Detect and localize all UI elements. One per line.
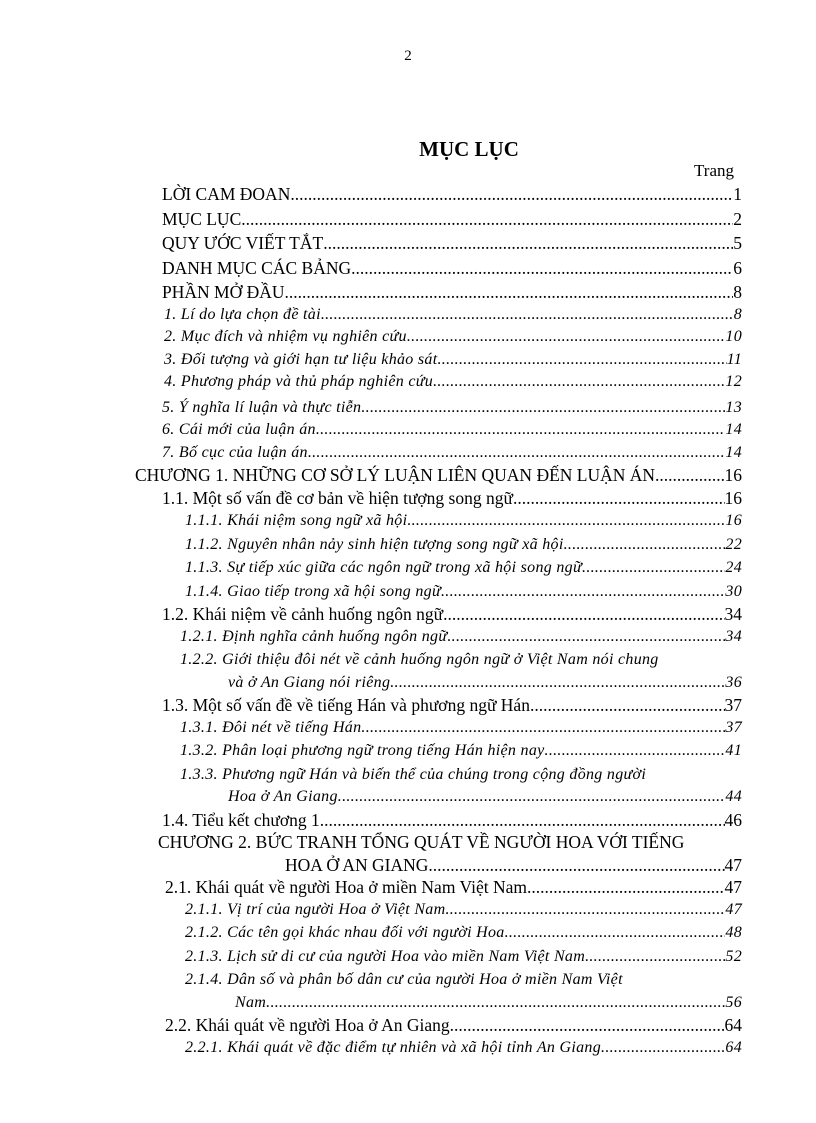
leader-dots: [323, 232, 733, 255]
toc-entry: [185, 534, 742, 557]
toc-entry-page: 22: [725, 535, 742, 553]
toc-entry-text: 2.1. Khái quát về người Hoa ở miền Nam Việt Nam: [165, 877, 527, 897]
toc-entry-page: 37: [725, 718, 742, 736]
toc-entry-text: DANH MỤC CÁC BẢNG: [162, 257, 352, 278]
toc-entry-text: CHƯƠNG 1. NHỮNG CƠ SỞ LÝ LUẬN LIÊN QUAN ĐẾN LUẬN ÁN: [135, 465, 656, 485]
toc-entry-page: 8: [733, 305, 742, 323]
toc-entry: [164, 326, 742, 349]
toc-entry: [162, 281, 742, 304]
table-of-contents: [0, 183, 816, 1059]
toc-entry-text-line1: 1.2.2. Giới thiệu đôi nét về cảnh huống ngôn ngữ ở Việt Nam nói chung: [180, 651, 659, 668]
toc-entry-text: MỤC LỤC: [162, 208, 242, 229]
toc-entry-page: 52: [725, 947, 742, 965]
toc-entry: [135, 464, 742, 487]
toc-entry-page: 2: [733, 208, 742, 229]
leader-dots: [285, 281, 734, 304]
leader-dots: [527, 876, 725, 899]
toc-entry-text: 6. Cái mới của luận án: [162, 421, 316, 438]
leader-dots: [241, 208, 733, 231]
toc-entry-text: PHẦN MỞ ĐẦU: [162, 282, 285, 302]
toc-entry-page: 6: [733, 257, 742, 278]
leader-dots: [505, 922, 726, 945]
toc-entry-page: 24: [725, 559, 742, 576]
toc-entry-page: 47: [724, 854, 742, 875]
leader-dots: [601, 1037, 725, 1060]
leader-dots: [390, 672, 725, 695]
toc-entry-text: 5. Ý nghĩa lí luận và thực tiễn: [162, 398, 362, 416]
toc-entry: [162, 694, 742, 717]
toc-entry-page: 44: [725, 788, 742, 805]
leader-dots: [428, 854, 724, 877]
toc-entry-text: 1.3.2. Phân loại phương ngữ trong tiếng Hán hiện nay: [180, 742, 545, 759]
leader-dots: [338, 786, 726, 809]
toc-entry-page: 12: [725, 373, 742, 390]
toc-entry: [158, 831, 742, 876]
toc-entry: [185, 1037, 742, 1060]
toc-entry: [162, 257, 742, 280]
page-column-label: Trang: [694, 161, 734, 180]
toc-entry-page: 16: [725, 512, 742, 529]
toc-entry-page: 13: [725, 398, 742, 416]
toc-entry-text: 1.4. Tiểu kết chương 1: [162, 809, 320, 830]
toc-entry: [162, 487, 742, 510]
toc-entry: [180, 649, 742, 694]
toc-entry: [180, 717, 742, 740]
toc-entry: [180, 626, 742, 649]
toc-entry: [185, 899, 742, 922]
toc-entry-text: và ở An Giang nói riêng: [228, 673, 391, 691]
leader-dots: [308, 442, 726, 465]
leader-dots: [450, 1014, 725, 1037]
toc-entry-text: 1.3. Một số vấn đề về tiếng Hán và phương ngữ Hán: [162, 695, 530, 715]
toc-entry-page: 30: [725, 582, 742, 600]
leader-dots: [582, 557, 725, 580]
leader-dots: [407, 510, 725, 533]
leader-dots: [433, 371, 725, 394]
toc-entry-page: 47: [724, 877, 742, 897]
toc-entry-page: 34: [725, 627, 742, 645]
toc-entry: [185, 557, 742, 580]
toc-entry-text: 2.1.1. Vị trí của người Hoa ở Việt Nam: [185, 900, 446, 918]
leader-dots: [585, 946, 725, 969]
toc-entry-page: 11: [726, 350, 742, 368]
toc-entry: [162, 603, 742, 626]
toc-entry-page: 46: [724, 809, 742, 830]
toc-entry-page: 14: [725, 421, 742, 438]
toc-entry: [162, 208, 742, 231]
leader-dots: [407, 326, 726, 349]
toc-entry-text: 2.2.1. Khái quát về đặc điểm tự nhiên và xã hội tỉnh An Giang: [185, 1038, 602, 1056]
toc-entry-page: 64: [724, 1015, 742, 1035]
toc-entry-text: 1.2. Khái niệm về cảnh huống ngôn ngữ: [162, 604, 444, 624]
toc-entry: [185, 946, 742, 969]
toc-entry: [164, 349, 742, 372]
toc-entry: [185, 969, 742, 1014]
leader-dots: [361, 717, 725, 740]
leader-dots: [266, 992, 725, 1015]
toc-entry-text: 7. Bố cục của luận án: [162, 443, 308, 461]
toc-entry-text: QUY ƯỚC VIẾT TẮT: [162, 233, 324, 253]
leader-dots: [321, 304, 734, 327]
page-number: 2: [404, 48, 412, 64]
leader-dots: [447, 626, 725, 649]
toc-entry-text: Nam: [235, 993, 267, 1011]
toc-entry-page: 64: [725, 1038, 742, 1056]
toc-entry-text: 1.1. Một số vấn đề cơ bản về hiện tượng song ngữ: [162, 487, 513, 508]
leader-dots: [437, 349, 726, 372]
toc-entry-text-line1: 1.3.3. Phương ngữ Hán và biến thể của chúng trong cộng đồng người: [180, 765, 647, 783]
leader-dots: [316, 419, 726, 442]
toc-entry: [164, 371, 742, 394]
toc-entry-page: 8: [733, 282, 742, 302]
toc-entry: [164, 304, 742, 327]
leader-dots: [545, 740, 726, 763]
toc-entry-page: 47: [725, 900, 742, 918]
toc-entry-text: 1.1.2. Nguyên nhân nảy sinh hiện tượng song ngữ xã hội: [185, 535, 564, 553]
leader-dots: [441, 581, 725, 604]
leader-dots: [320, 809, 725, 832]
toc-entry: [162, 419, 742, 442]
leader-dots: [443, 603, 724, 626]
toc-entry-text: LỜI CAM ĐOAN: [162, 184, 291, 204]
leader-dots: [290, 183, 733, 206]
toc-entry-text: HOA Ở AN GIANG: [285, 854, 429, 875]
toc-entry-text: 1.1.1. Khái niệm song ngữ xã hội: [185, 512, 408, 529]
leader-dots: [513, 487, 725, 510]
toc-entry: [162, 442, 742, 465]
leader-dots: [445, 899, 725, 922]
toc-entry-page: 41: [725, 742, 742, 759]
toc-entry-text: 3. Đối tượng và giới hạn tư liệu khảo sát: [164, 350, 438, 368]
toc-entry-page: 1: [733, 184, 742, 204]
toc-entry-page: 36: [725, 673, 742, 691]
toc-entry-text: Hoa ở An Giang: [228, 788, 338, 805]
toc-entry-page: 16: [724, 465, 742, 485]
toc-entry: [165, 876, 742, 899]
toc-entry-page: 37: [724, 695, 742, 715]
toc-entry-page: 5: [733, 233, 742, 253]
toc-entry-page: 10: [725, 328, 742, 345]
leader-dots: [351, 257, 733, 280]
toc-entry: [180, 740, 742, 763]
toc-entry-page: 34: [724, 604, 742, 624]
toc-entry-text: 2. Mục đích và nhiệm vụ nghiên cứu: [164, 328, 407, 345]
toc-entry-page: 16: [724, 487, 742, 508]
toc-entry: [185, 510, 742, 533]
toc-entry: [162, 183, 742, 206]
toc-entry-text: 2.2. Khái quát về người Hoa ở An Giang: [165, 1015, 450, 1035]
toc-entry-text-line1: CHƯƠNG 2. BỨC TRANH TỔNG QUÁT VỀ NGƯỜI HOA VỚI TIẾNG: [158, 832, 685, 852]
toc-entry: [162, 232, 742, 255]
toc-entry-text: 1. Lí do lựa chọn đề tài: [164, 305, 321, 323]
toc-entry-text: 2.1.2. Các tên gọi khác nhau đối với người Hoa: [185, 924, 505, 941]
leader-dots: [361, 397, 725, 420]
toc-entry-text: 1.3.1. Đôi nét về tiếng Hán: [180, 718, 362, 736]
toc-entry-text-line1: 2.1.4. Dân số và phân bố dân cư của người Hoa ở miền Nam Việt: [185, 971, 623, 988]
toc-entry-page: 48: [725, 924, 742, 941]
toc-entry-text: 1.2.1. Định nghĩa cảnh huống ngôn ngữ: [180, 627, 448, 645]
toc-entry-page: 56: [725, 993, 742, 1011]
toc-entry: [180, 764, 742, 809]
toc-entry: [185, 922, 742, 945]
toc-entry: [162, 809, 742, 832]
toc-entry: [185, 581, 742, 604]
toc-entry-text: 2.1.3. Lịch sử di cư của người Hoa vào miền Nam Việt Nam: [185, 947, 586, 965]
leader-dots: [564, 534, 726, 557]
toc-entry-text: 1.1.3. Sự tiếp xúc giữa các ngôn ngữ trong xã hội song ngữ: [185, 559, 583, 576]
toc-entry-text: 4. Phương pháp và thủ pháp nghiên cứu: [164, 373, 434, 390]
toc-entry-text: 1.1.4. Giao tiếp trong xã hội song ngữ: [185, 582, 441, 600]
leader-dots: [655, 464, 724, 487]
page-title: MỤC LỤC: [419, 137, 519, 161]
toc-entry: [165, 1014, 742, 1037]
toc-entry-page: 14: [725, 443, 742, 461]
leader-dots: [530, 694, 725, 717]
toc-entry: [162, 397, 742, 420]
